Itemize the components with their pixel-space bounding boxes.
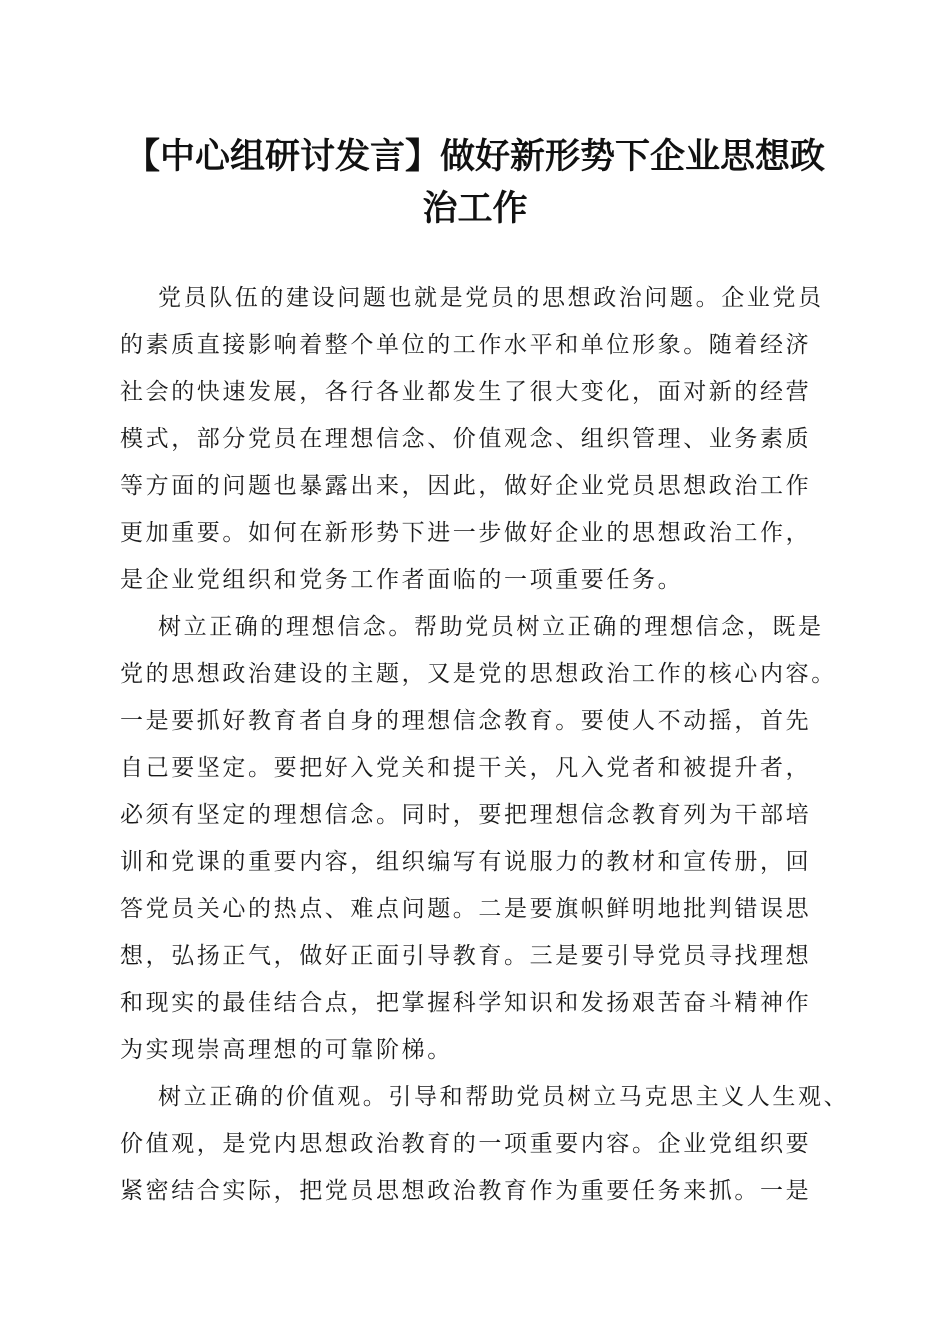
body-line: 模式，部分党员在理想信念、价值观念、组织管理、业务素质 xyxy=(120,426,812,452)
body-line: 答党员关心的热点、难点问题。二是要旗帜鲜明地批判错误思 xyxy=(120,896,812,922)
body-line: 的素质直接影响着整个单位的工作水平和单位形象。随着经济 xyxy=(120,332,812,358)
body-line: 自己要坚定。要把好入党关和提干关，凡入党者和被提升者， xyxy=(120,755,812,781)
body-line: 为实现崇高理想的可靠阶梯。 xyxy=(120,1037,453,1063)
document-title xyxy=(110,131,840,235)
body-line: 党员队伍的建设问题也就是党员的思想政治问题。企业党员 xyxy=(158,285,824,311)
body-line: 价值观，是党内思想政治教育的一项重要内容。企业党组织要 xyxy=(120,1131,812,1157)
body-line: 训和党课的重要内容，组织编写有说服力的教材和宣传册，回 xyxy=(120,849,812,875)
body-line: 树立正确的价值观。引导和帮助党员树立马克思主义人生观、 xyxy=(158,1084,850,1110)
body-line: 想，弘扬正气，做好正面引导教育。三是要引导党员寻找理想 xyxy=(120,943,812,969)
body-line: 等方面的问题也暴露出来，因此，做好企业党员思想政治工作 xyxy=(120,473,812,499)
body-line: 更加重要。如何在新形势下进一步做好企业的思想政治工作， xyxy=(120,520,812,546)
body-line: 必须有坚定的理想信念。同时，要把理想信念教育列为干部培 xyxy=(120,802,812,828)
body-line: 树立正确的理想信念。帮助党员树立正确的理想信念，既是 xyxy=(158,614,824,640)
body-line: 社会的快速发展，各行各业都发生了很大变化，面对新的经营 xyxy=(120,379,812,405)
body-line: 和现实的最佳结合点，把掌握科学知识和发扬艰苦奋斗精神作 xyxy=(120,990,812,1016)
body-line: 党的思想政治建设的主题，又是党的思想政治工作的核心内容。 xyxy=(120,661,837,687)
body-line: 一是要抓好教育者自身的理想信念教育。要使人不动摇，首先 xyxy=(120,708,812,734)
body-line: 紧密结合实际，把党员思想政治教育作为重要任务来抓。一是 xyxy=(120,1178,812,1204)
title-line-1: 【中心组研讨发言】做好新形势下企业思想政 xyxy=(124,136,825,177)
body-line: 是企业党组织和党务工作者面临的一项重要任务。 xyxy=(120,567,684,593)
title-line-2: 治工作 xyxy=(422,188,528,229)
